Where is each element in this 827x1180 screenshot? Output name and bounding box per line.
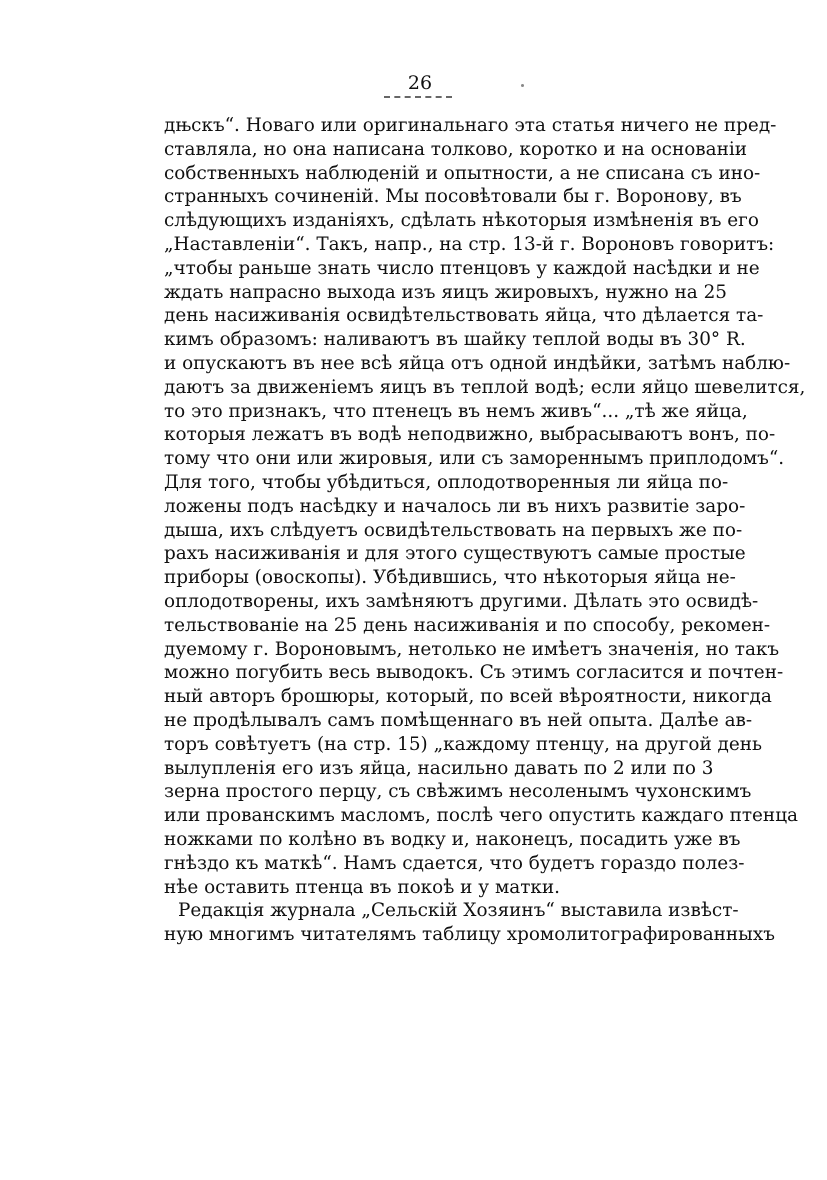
text-line: „Наставленiи“. Такъ, напр., на стр. 13-й г. Вороновъ говоритъ: [164, 233, 775, 255]
text-line: ложены подъ насѣдку и началось ли въ нихъ развитiе заро- [164, 495, 746, 517]
text-line: дуемому г. Вороновымъ, нетолько не имѣетъ значенiя, но такъ [164, 638, 780, 660]
text-line: и опускаютъ въ нее всѣ яйца отъ одной индѣйки, затѣмъ наблю- [164, 352, 791, 374]
text-line: ный авторъ брошюры, который, по всей вѣроятности, никогда [164, 686, 772, 708]
text-line: дыша, ихъ слѣдуетъ освидѣтельствовать на первыхъ же по- [164, 519, 743, 541]
text-line: ставляла, но она написана толково, коротко и на основанiи [164, 138, 747, 160]
text-line: собственныхъ наблюденiй и опытности, а не списана съ ино- [164, 162, 761, 184]
text-line: рахъ насиживанiя и для этого существуютъ самые простые [164, 543, 746, 565]
text-line: приборы (овоскопы). Убѣдившись, что нѣкоторыя яйца не- [164, 567, 736, 589]
text-line: тому что они или жировыя, или съ замореннымъ приплодомъ“. [164, 448, 785, 470]
text-line: оплодотворены, ихъ замѣняютъ другими. Дѣлать это освидѣ- [164, 590, 759, 612]
text-line: можно погубить весь выводокъ. Съ этимъ согласится и почтен- [164, 662, 784, 684]
text-line: „чтобы раньше знать число птенцовъ у каждой насѣдки и не [164, 257, 760, 279]
page-number: 26 [407, 72, 433, 94]
text-line: странныхъ сочиненiй. Мы посовѣтовали бы г. Воронову, въ [164, 186, 742, 208]
text-line: торъ совѣтуетъ (на стр. 15) „каждому птенцу, на другой день [164, 733, 763, 755]
text-line: тельствованiе на 25 день насиживанiя и по способу, рекомен- [164, 614, 771, 636]
text-line: зерна простого перцу, съ свѣжимъ несоленымъ чухонскимъ [164, 781, 752, 803]
text-line: вылупленiя его изъ яйца, насильно давать по 2 или по 3 [164, 757, 714, 779]
text-line: или прованскимъ масломъ, послѣ чего опустить каждаго птенца [164, 805, 798, 827]
text-line: ждать напрасно выхода изъ яицъ жировыхъ, нужно на 25 [164, 281, 727, 303]
text-line: гнѣздо къ маткѣ“. Намъ сдается, что будетъ гораздо полез- [164, 852, 745, 874]
text-line: нѣе оставить птенца въ покоѣ и у матки. [164, 876, 560, 898]
body-text [164, 114, 806, 947]
text-line: Для того, чтобы убѣдиться, оплодотворенныя ли яйца по- [164, 471, 729, 493]
text-line: день насиживанiя освидѣтельствовать яйца, что дѣлается та- [164, 305, 764, 327]
text-line: даютъ за движенiемъ яицъ въ теплой водѣ; если яйцо шевелится, [164, 376, 806, 398]
header-mark [521, 84, 524, 87]
text-line: которыя лежатъ въ водѣ неподвижно, выбрасываютъ вонъ, по- [164, 424, 776, 446]
text-line: слѣдующихъ изданiяхъ, сдѣлать нѣкоторыя измѣненiя въ его [164, 210, 759, 232]
header-rule [384, 96, 452, 98]
text-line: Редакцiя журнала „Сельскiй Хозяинъ“ выставила извѣст- [178, 900, 739, 922]
text-line: ную многимъ читателямъ таблицу хромолитографированныхъ [164, 924, 775, 946]
text-line: ножками по колѣно въ водку и, наконецъ, посадить уже въ [164, 828, 741, 850]
text-line: то это признакъ, что птенецъ въ немъ живъ“... „тѣ же яйца, [164, 400, 748, 422]
text-line: дњскъ“. Новаго или оригинальнаго эта статья ничего не пред- [164, 115, 777, 136]
text-line: кимъ образомъ: наливаютъ въ шайку теплой воды въ 30° R. [164, 329, 746, 351]
text-line: не продѣлывалъ самъ помѣщеннаго въ ней опыта. Далѣе ав- [164, 709, 753, 731]
